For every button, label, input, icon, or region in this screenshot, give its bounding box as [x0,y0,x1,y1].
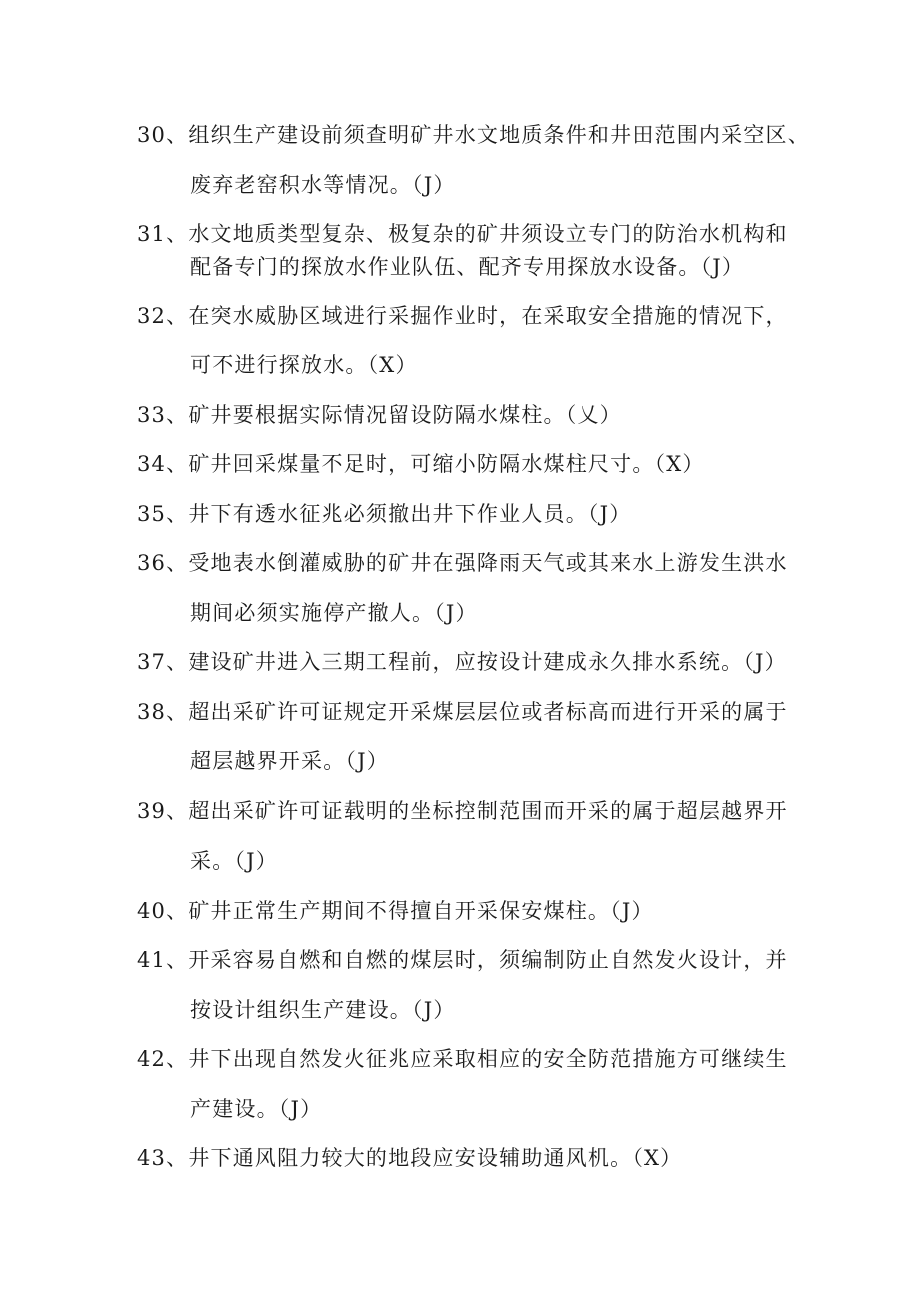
item-40-line-1 [137,898,654,924]
item-number: 32 [137,304,167,328]
item-37-line-1 [137,649,787,675]
item-38-line-2: 超层越界开采。（J） [190,749,389,773]
item-number: 38 [137,700,167,724]
item-34-line-1 [137,451,705,477]
item-number: 40 [137,899,167,923]
item-number: 31 [137,222,167,246]
item-text: 、矿井要根据实际情况留设防隔水煤柱。（乂） [166,403,622,427]
item-text: 、建设矿井进入三期工程前，应按设计建成永久排水系统。（J） [166,650,787,674]
item-number: 36 [137,551,167,575]
item-33-line-1 [137,402,622,428]
item-text: 、井下通风阻力较大的地段应安设辅助通风机。（X） [166,1146,683,1170]
item-text: 、井下出现自然发火征兆应采取相应的安全防范措施方可继续生 [166,1047,788,1071]
item-text: 、井下有透水征兆必须撤出井下作业人员。（J） [166,502,632,526]
item-number: 42 [137,1047,167,1071]
item-number: 43 [137,1146,167,1170]
item-35-line-1 [137,501,631,527]
item-text: 、组织生产建设前须查明矿井水文地质条件和井田范围内采空区、 [166,123,810,147]
item-text: 、超出采矿许可证载明的坐标控制范围而开采的属于超层越界开 [166,799,788,823]
item-30-line-1 [137,122,810,148]
item-number: 41 [137,948,167,972]
item-number: 37 [137,650,167,674]
item-text: 、超出采矿许可证规定开采煤层层位或者标高而进行开采的属于 [166,700,788,724]
item-number: 30 [137,123,167,147]
item-text: 、矿井回采煤量不足时，可缩小防隔水煤柱尺寸。（X） [166,452,705,476]
item-36-line-1 [137,550,788,576]
item-36-line-2: 期间必须实施停产撤人。（J） [190,601,478,625]
item-text: 、水文地质类型复杂、极复杂的矿井须设立专门的防治水机构和 [166,222,788,246]
item-number: 33 [137,403,167,427]
item-42-line-1 [137,1046,788,1072]
item-text: 、开采容易自燃和自燃的煤层时，须编制防止自然发火设计，并 [166,948,788,972]
item-text: 、受地表水倒灌威胁的矿井在强降雨天气或其来水上游发生洪水 [166,551,788,575]
item-number: 35 [137,502,167,526]
item-number: 39 [137,799,167,823]
item-43-line-1 [137,1145,682,1171]
item-30-line-2: 废弃老窑积水等情况。（J） [190,173,456,197]
item-31-line-1 [137,221,788,247]
item-41-line-1 [137,947,788,973]
item-31-line-2: 配备专门的探放水作业队伍、配齐专用探放水设备。（J） [190,255,745,279]
item-number: 34 [137,452,167,476]
item-42-line-2: 产建设。（J） [190,1097,323,1121]
item-text: 、在突水威胁区域进行采掘作业时，在采取安全措施的情况下， [166,304,788,328]
item-39-line-2: 采。（J） [190,849,278,873]
item-41-line-2: 按设计组织生产建设。（J） [190,998,456,1022]
item-38-line-1 [137,699,788,725]
item-text: 、矿井正常生产期间不得擅自开采保安煤柱。（J） [166,899,654,923]
item-39-line-1 [137,798,788,824]
item-32-line-1 [137,303,788,329]
item-32-line-2: 可不进行探放水。（X） [190,353,418,377]
